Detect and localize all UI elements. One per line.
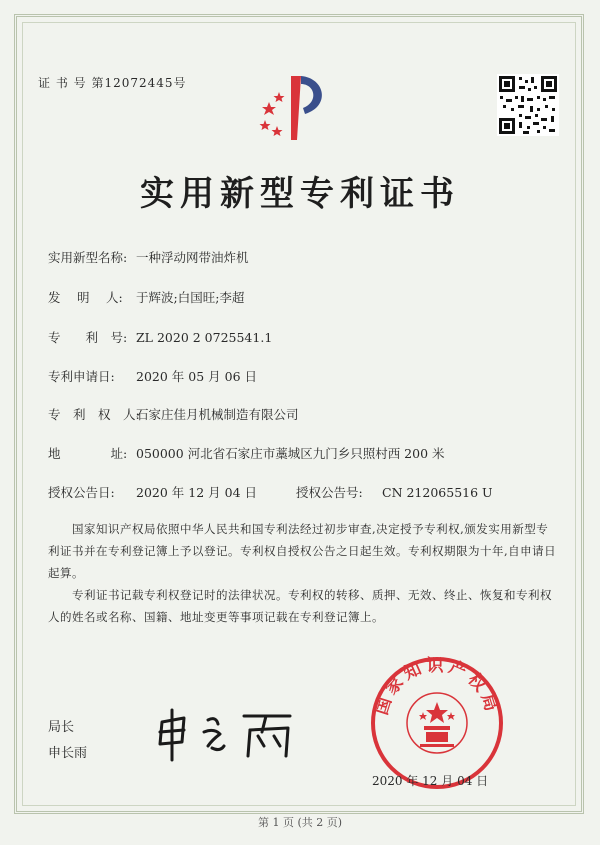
certificate-number-suffix: 号 [173, 76, 187, 90]
field-application-date [48, 367, 257, 385]
field-utility-model-name [48, 248, 249, 266]
certificate-number-label: 证 书 号 第 [38, 76, 105, 90]
certificate-number-value: 12072445 [104, 76, 174, 90]
field-value: ZL 2020 2 0725541.1 [136, 330, 273, 345]
field-value: 2020 年 12 月 04 日 [136, 485, 257, 500]
handwritten-signature [150, 706, 310, 762]
field-value: 于辉波;白国旺;李超 [136, 290, 245, 305]
page-title: 实用新型专利证书 [140, 174, 460, 214]
statement-paragraph: 国家知识产权局依照中华人民共和国专利法经过初步审查,决定授予专利权,颁发实用新型专利证书并在专利登记簿上予以登记。专利权自授权公告之日起生效。专利权期限为十年,自申请日起算。 [48, 522, 557, 580]
field-label: 专 利 权 人: [48, 407, 140, 422]
field-address [48, 444, 445, 462]
issue-date: 2020 年 12 月 04 日 [372, 774, 489, 788]
field-value: CN 212065516 U [382, 485, 493, 500]
field-label: 授权公告日: [48, 485, 115, 500]
field-patent-number [48, 328, 272, 346]
field-inventors [48, 288, 244, 306]
field-label: 专 利 号: [48, 330, 128, 345]
field-value: 050000 河北省石家庄市藁城区九门乡只照村西 200 米 [136, 446, 445, 461]
field-value: 2020 年 05 月 06 日 [136, 369, 257, 384]
statement-paragraph: 专利证书记载专利权登记时的法律状况。专利权的转移、质押、无效、终止、恢复和专利权人的姓名或名称、国籍、地址变更等事项记载在专利登记簿上。 [48, 588, 552, 624]
field-label: 发 明 人: [48, 290, 123, 305]
field-value: 一种浮动网带油炸机 [136, 250, 249, 265]
field-label: 实用新型名称: [48, 250, 128, 265]
certificate-number [38, 74, 187, 91]
signatory-title: 局长 [48, 720, 75, 735]
patent-office-logo-icon [255, 68, 335, 144]
field-label: 专利申请日: [48, 369, 115, 384]
qr-code-icon [497, 74, 559, 136]
signatory-name: 申长雨 [48, 746, 88, 761]
field-label: 地 址: [48, 446, 128, 461]
page-indicator: 第 1 页 (共 2 页) [257, 816, 343, 829]
field-grant-date [48, 483, 493, 501]
field-patentee [48, 405, 299, 423]
field-value: 石家庄佳月机械制造有限公司 [136, 407, 299, 422]
field-label: 授权公告号: [296, 485, 363, 500]
seal-text: 国家知识产权局 [371, 655, 503, 718]
